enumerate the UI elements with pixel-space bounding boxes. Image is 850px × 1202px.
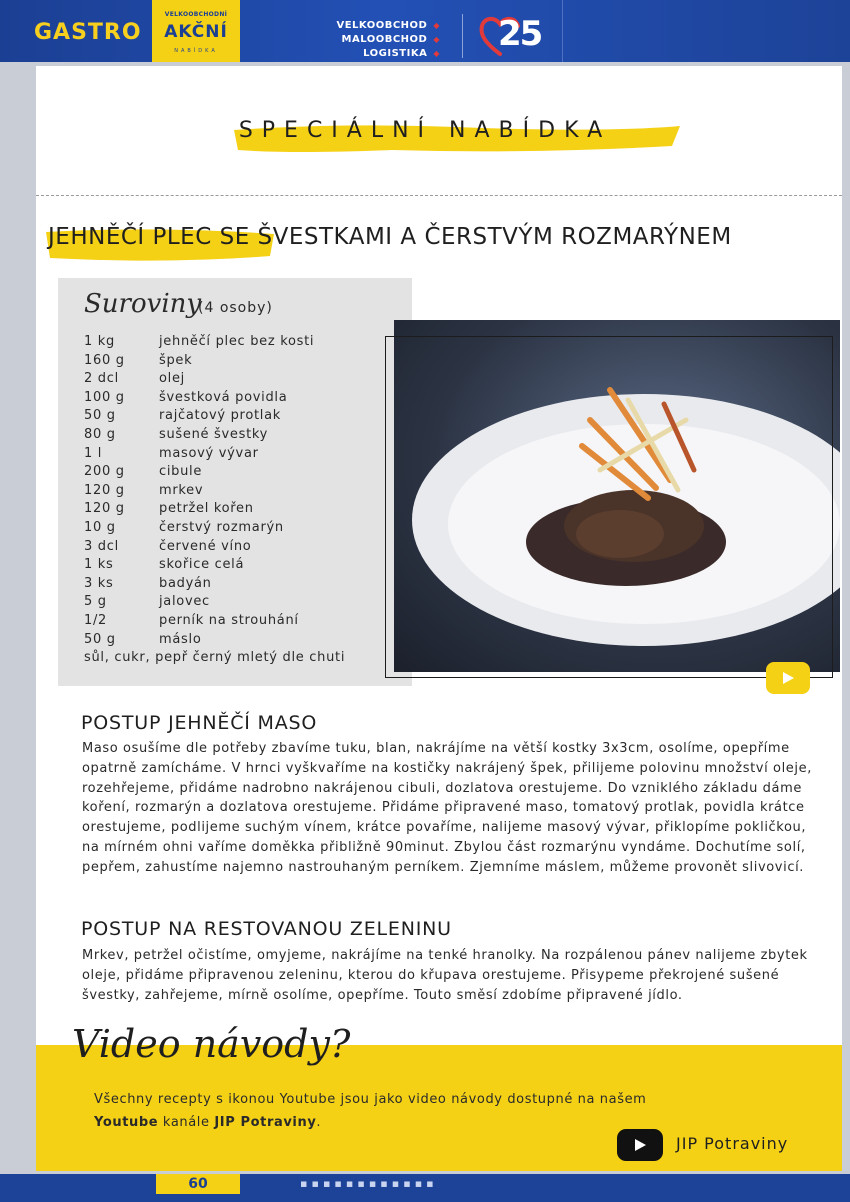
category-icon: ▪ — [368, 1177, 381, 1190]
akcni-top-label: VELKOOBCHODNÍ — [164, 11, 228, 18]
category-icon: ▪ — [357, 1177, 369, 1190]
list-item: 120 g petržel kořen — [84, 501, 254, 517]
service-item: VELKOOBCHOD ◆ — [336, 20, 440, 31]
header-divider — [462, 14, 463, 58]
recipe-title: JEHNĚČÍ PLEC SE ŠVESTKAMI A ČERSTVÝM ROZMARÝNEM — [48, 224, 732, 250]
ingredients-list — [84, 334, 404, 650]
servings-label: (4 osoby) — [198, 300, 273, 316]
video-title: Video návody? — [72, 1022, 351, 1066]
step-heading: POSTUP JEHNĚČÍ MASO — [81, 712, 318, 734]
list-item: 3 ks badyán — [84, 575, 212, 591]
list-item: 1 kg jehněčí plec bez kosti — [84, 334, 315, 349]
step-text: Maso osušíme dle potřeby zbavíme tuku, blan, nakrájíme na větší kostky 3x3cm, osolíme, opepříme opatrně zamícháme. V hrnci vyškvaříme na kostičky nakrájený špek, přilijeme polovinu množství oleje, rozehřejeme, přidáme nadrobno nakrájenou cibuli, dozlatova orestujeme. Do vzniklého základu dáme koření, rozmarýn a dozlatova orestujeme. Přidáme připravené maso, tomatový protlak, povidla krátce orestujeme, podlijeme suchým vínem, krátce povaříme, nalijeme masový vývar, přiklopíme pokličkou, na mírném ohni vaříme doměkka přibližně 90minut. Zbylou část rozmarýnu vyndáme. Dochutíme solí, pepřem, zahustíme najemno nastrouhaným perníkem. Zjemníme máslem, můžeme provonět slivovicí. — [82, 741, 812, 875]
photo-frame — [385, 336, 833, 678]
youtube-play-button[interactable] — [766, 662, 810, 694]
youtube-channel-link[interactable]: JIP Potraviny — [676, 1134, 789, 1153]
list-item: 10 g čerstvý rozmarýn — [84, 519, 284, 535]
list-item: 2 dcl olej — [84, 371, 185, 387]
service-item: MALOOBCHOD ◆ — [341, 34, 440, 45]
akcni-main-label: AKČNÍ — [164, 22, 228, 42]
anniversary-logo: 25 — [498, 14, 542, 54]
dashed-separator — [36, 195, 842, 196]
category-icon: ▪ — [403, 1177, 415, 1190]
category-icon: ▪ — [322, 1177, 335, 1190]
video-text: Všechny recepty s ikonou Youtube jsou jako video návody dostupné na našem Youtube kanále JIP Potraviny. — [94, 1092, 647, 1130]
category-icon: ▪ — [380, 1177, 392, 1190]
category-icon: ▪ — [345, 1177, 358, 1190]
list-item: 1 ks skořice celá — [84, 557, 245, 573]
list-item: 1/2 perník na strouhání — [84, 612, 299, 628]
category-icon: ▪ — [391, 1177, 404, 1190]
header-divider — [562, 0, 563, 62]
ingredients-heading: Suroviny — [84, 289, 202, 319]
play-icon — [633, 1138, 647, 1152]
service-item: LOGISTIKA ◆ — [363, 48, 440, 59]
list-item: 160 g špek — [84, 352, 193, 368]
category-icon: ▪ — [300, 1177, 312, 1190]
list-item: 50 g máslo — [84, 631, 202, 647]
step-heading: POSTUP NA RESTOVANOU ZELENINU — [81, 918, 452, 940]
ingredients-footer: sůl, cukr, pepř černý mletý dle chuti — [84, 650, 346, 665]
category-icon: ▪ — [426, 1177, 438, 1190]
list-item: 50 g rajčatový protlak — [84, 408, 281, 424]
category-icon: ▪ — [334, 1177, 346, 1190]
list-item: 5 g jalovec — [84, 594, 210, 610]
akcni-bottom-label: NABÍDKA — [174, 48, 218, 54]
category-icons-row — [300, 1177, 438, 1190]
services-list — [300, 19, 440, 61]
page-number: 60 — [188, 1176, 208, 1192]
category-icon: ▪ — [311, 1177, 323, 1190]
list-item: 3 dcl červené víno — [84, 538, 252, 554]
step-text: Mrkev, petržel očistíme, omyjeme, nakrájíme na tenké hranolky. Na rozpálenou pánev nalijeme zbytek oleje, přidáme připravenou zeleninu, kterou do křupava orestujeme. Přisypeme překrojené sušené švestky, zahřejeme, mírně osolíme, opepříme. Touto směsí zdobíme připravené jídlo. — [82, 948, 808, 1003]
play-icon — [781, 671, 795, 685]
list-item: 200 g cibule — [84, 464, 203, 480]
list-item: 100 g švestková povidla — [84, 389, 288, 405]
category-icon: ▪ — [414, 1177, 427, 1190]
list-item: 120 g mrkev — [84, 482, 204, 498]
youtube-logo-icon[interactable] — [617, 1129, 663, 1161]
section-title: SPECIÁLNÍ NABÍDKA — [238, 118, 612, 143]
akcni-nabidka-badge — [152, 0, 240, 62]
list-item: 80 g sušené švestky — [84, 426, 269, 442]
list-item: 1 l masový vývar — [84, 445, 259, 461]
brand-gastro: GASTRO — [34, 20, 142, 45]
